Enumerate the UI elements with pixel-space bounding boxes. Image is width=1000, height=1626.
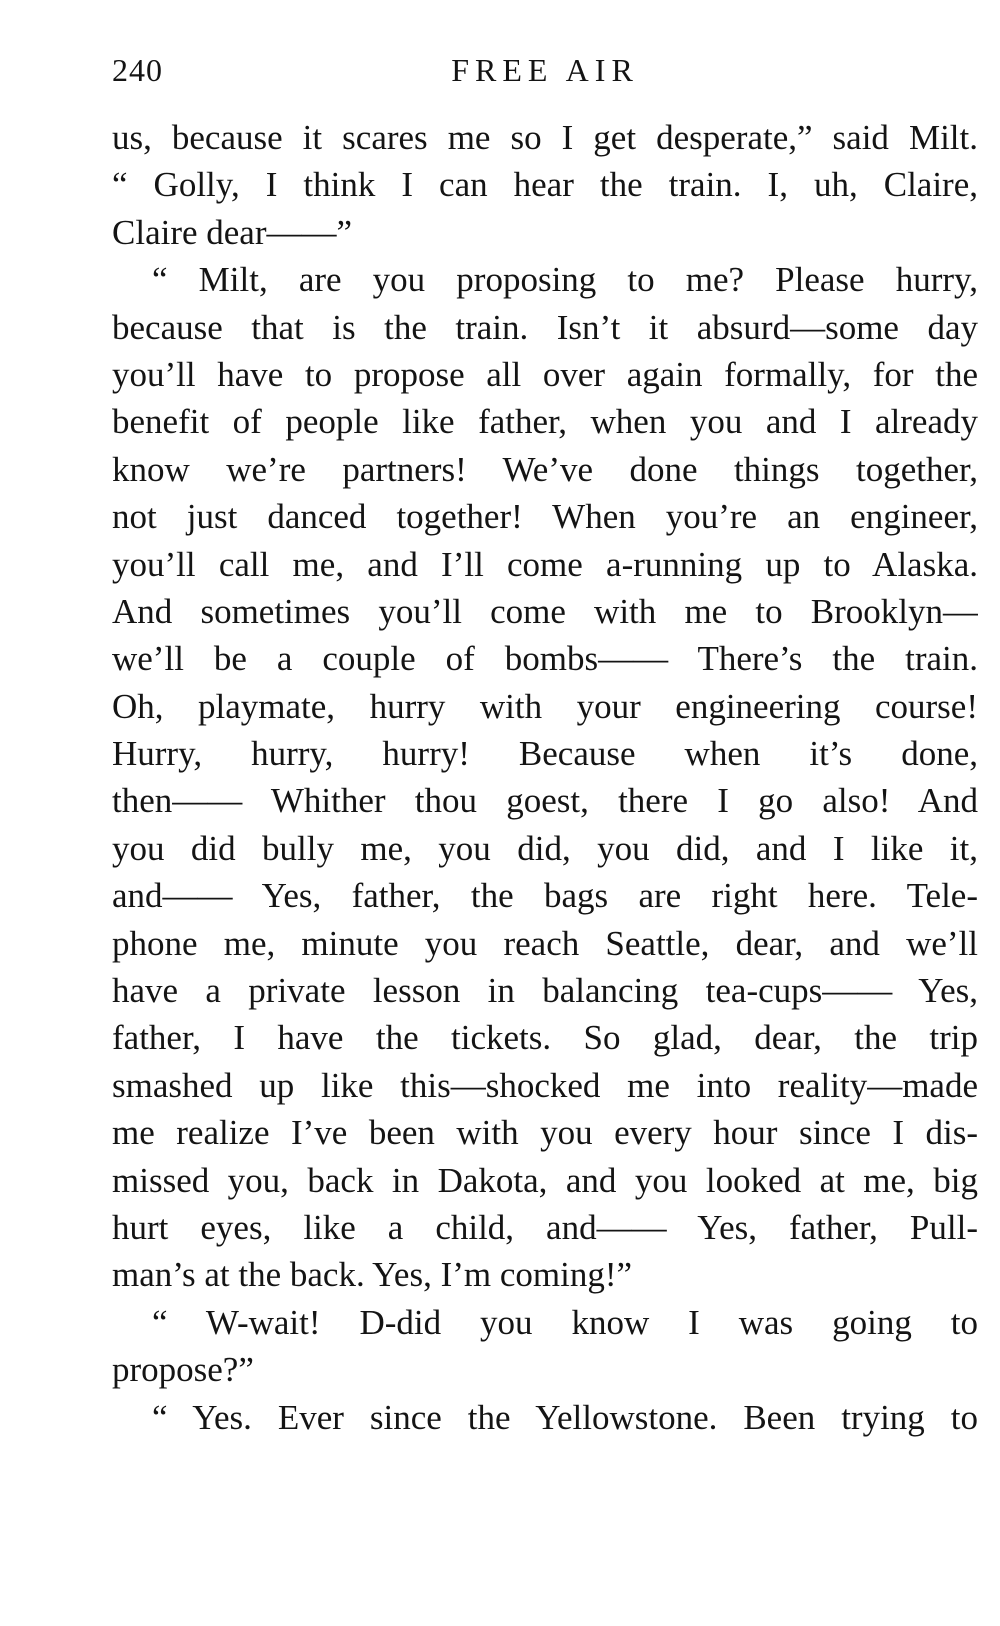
page-header: [112, 52, 978, 92]
text-line: smashed up like this—shocked me into reality—made: [112, 1065, 978, 1105]
text-line: “ Golly, I think I can hear the train. I, uh, Claire,: [112, 165, 978, 205]
text-line: us, because it scares me so I get desperate,” said Milt.: [112, 118, 978, 157]
text-line: and—— Yes, father, the bags are right here. Tele-: [112, 876, 978, 916]
text-line: phone me, minute you reach Seattle, dear, and we’ll: [112, 923, 978, 963]
text-line: “ Yes. Ever since the Yellowstone. Been trying to: [152, 1397, 978, 1437]
text-line: propose?”: [112, 1350, 254, 1390]
text-line: And sometimes you’ll come with me to Brooklyn—: [112, 591, 978, 631]
text-line: me realize I’ve been with you every hour since I dis-: [112, 1113, 978, 1153]
text-line: “ W-wait! D-did you know I was going to: [152, 1302, 978, 1342]
body-text: [112, 114, 978, 1441]
text-line: you did bully me, you did, you did, and I like it,: [112, 828, 978, 868]
text-line: hurt eyes, like a child, and—— Yes, father, Pull-: [112, 1207, 978, 1247]
page-number: 240: [112, 52, 163, 88]
text-line: then—— Whither thou goest, there I go also! And: [112, 781, 978, 821]
text-line: father, I have the tickets. So glad, dear, the trip: [112, 1018, 978, 1058]
text-line: we’ll be a couple of bombs—— There’s the train.: [112, 639, 978, 679]
text-line: missed you, back in Dakota, and you looked at me, big: [112, 1160, 978, 1200]
text-line: Claire dear——”: [112, 212, 353, 252]
running-head-title: FREE AIR: [451, 52, 639, 88]
text-line: you’ll call me, and I’ll come a-running up to Alaska.: [112, 544, 978, 584]
text-line: Hurry, hurry, hurry! Because when it’s done,: [112, 734, 978, 774]
text-line: man’s at the back. Yes, I’m coming!”: [112, 1255, 633, 1295]
text-line: “ Milt, are you proposing to me? Please hurry,: [152, 260, 978, 300]
text-line: Oh, playmate, hurry with your engineering course!: [112, 686, 978, 726]
text-line: not just danced together! When you’re an engineer,: [112, 497, 978, 537]
text-line: because that is the train. Isn’t it absurd—some day: [112, 307, 978, 347]
text-line: have a private lesson in balancing tea-cups—— Yes,: [112, 971, 978, 1011]
text-line: know we’re partners! We’ve done things together,: [112, 449, 978, 489]
text-line: benefit of people like father, when you and I already: [112, 402, 978, 442]
text-line: you’ll have to propose all over again formally, for the: [112, 354, 978, 394]
